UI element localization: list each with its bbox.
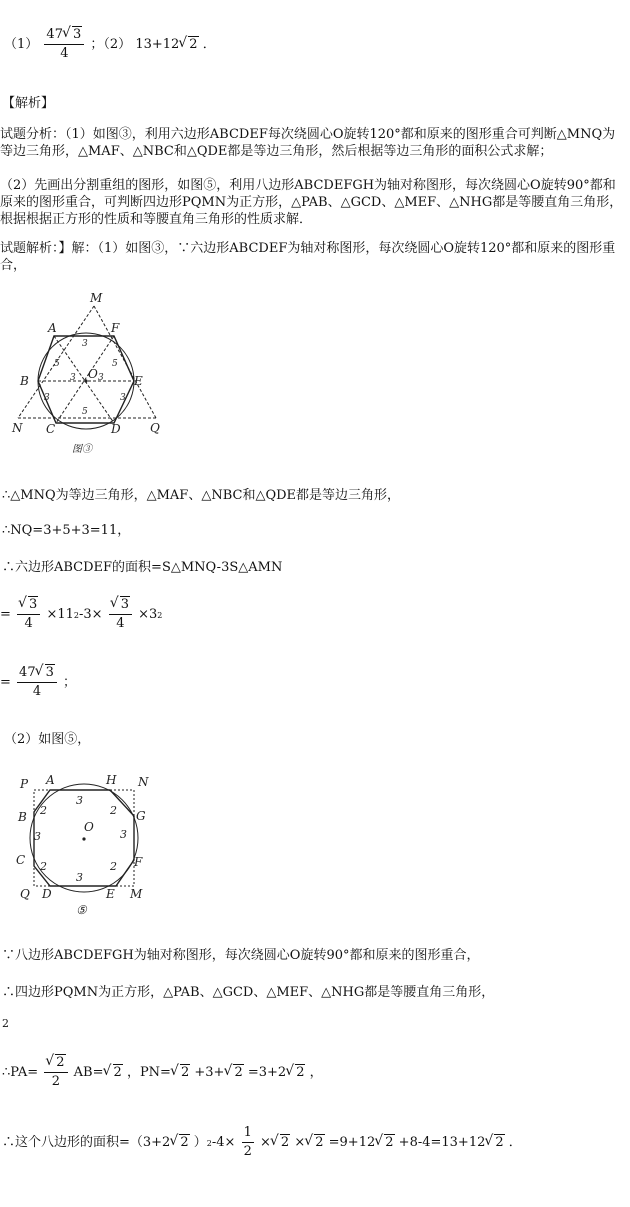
label-A: A — [48, 321, 57, 335]
eq-text: +8-4=13+12 — [398, 1135, 486, 1150]
eq-text: ×11 — [46, 607, 74, 622]
seg-len: 5 — [112, 359, 118, 369]
eq-sign: = — [0, 607, 11, 622]
eq-text: +3+ — [194, 1065, 225, 1080]
eq-text: -4× — [211, 1135, 236, 1150]
answer-part2-value: 13+12 — [135, 37, 180, 52]
label-D: D — [111, 422, 121, 436]
fraction-sqrt2-over-2: √ $\frac{2}{2}$ — [44, 1054, 67, 1091]
label-Q: Q — [150, 421, 160, 435]
seg-len: 2 — [110, 804, 117, 817]
eq-text: ∴PA= — [2, 1065, 39, 1080]
sqrt-symbol: √ 2 — [224, 1065, 243, 1080]
sqrt-symbol: √ 2 — [170, 1135, 189, 1150]
jiexi-heading: 【解析】 — [2, 96, 55, 111]
step-3: ∴六边形ABCDEF的面积=S△MNQ-3S△AMN — [2, 560, 283, 575]
solution-intro: 试题解析：】解：（1）如图③，∵六边形ABCDEF为轴对称图形，每次绕圆心O旋转120°都和原来的图形重合， — [0, 241, 616, 273]
label-C: C — [16, 853, 26, 867]
step-5: ∴四边形PQMN为正方形，△PAB、△GCD、△MEF、△NHG都是等腰直角三角形， — [2, 985, 495, 1000]
step-4: ∵八边形ABCDEFGH为轴对称图形，每次绕圆心O旋转90°都和原来的图形重合， — [2, 948, 480, 963]
sqrt-symbol: √ 2 — [171, 1065, 190, 1080]
label-F: F — [134, 855, 143, 869]
step-2: ∴NQ=3+5+3=11， — [2, 523, 131, 538]
equation-3 — [2, 1054, 323, 1091]
eq-sign: = — [0, 675, 11, 690]
seg-len: 5 — [82, 407, 88, 417]
equation-1 — [0, 596, 162, 633]
answer-separator: ；（2） — [90, 37, 132, 52]
sqrt-symbol: √ 2 — [46, 1054, 65, 1072]
sqrt-symbol: √ 2 — [305, 1135, 324, 1150]
eq-text: ， — [309, 1065, 323, 1080]
seg-len: 5 — [54, 359, 60, 369]
sqrt-symbol: √ 3 — [19, 596, 38, 614]
eq-text: AB= — [73, 1065, 104, 1080]
label-M: M — [130, 887, 143, 901]
label-M: M — [90, 291, 103, 305]
seg-len: 2 — [40, 804, 47, 817]
sqrt-symbol: √ 2 — [375, 1135, 394, 1150]
equation-2 — [0, 664, 76, 701]
fraction-one-half: $\frac{1}{2}$ — [243, 1125, 252, 1159]
sqrt-symbol: √ 2 — [286, 1065, 305, 1080]
seg-len: 3 — [70, 373, 76, 383]
label-H: H — [106, 773, 117, 787]
analysis-2: （2）先画出分割重组的图形，如图⑤，利用八边形ABCDEFGH为轴对称图形，每次绕圆心O旋转90°都和原来的图形重合，可判断四边形PQMN为正方形，△PAB、△GCD、△MEF、△NHG都是等腰直角三角形，根据根据正方形的性质和等腰直角三角形的性质求解． — [0, 178, 623, 227]
sqrt-symbol: √ 2 — [485, 1135, 504, 1150]
analysis-1: 试题分析：（1）如图③，利用六边形ABCDEF每次绕圆心O旋转120°都和原来的图形重合可判断△MNQ为等边三角形，△MAF、△NBC和△QDE都是等边三角形，然后根据等边三角形的面积公式求解； — [0, 127, 616, 159]
eq-text: =3+2 — [247, 1065, 287, 1080]
eq-text: ∴这个八边形的面积=（3+2 — [2, 1135, 171, 1150]
step-1: ∴△MNQ为等边三角形，△MAF、△NBC和△QDE都是等边三角形， — [2, 488, 401, 503]
exponent: 2 — [73, 611, 79, 620]
seg-len: 3 — [44, 393, 50, 403]
seg-len: 3 — [120, 393, 126, 403]
sqrt-symbol: √ 2 — [104, 1065, 123, 1080]
sqrt-symbol: √ 2 — [271, 1135, 290, 1150]
label-F: F — [111, 321, 120, 335]
label-B: B — [18, 810, 27, 824]
eq-text: ×3 — [138, 607, 158, 622]
sqrt-symbol: √ 3 — [111, 596, 130, 614]
label-Q: Q — [20, 887, 30, 901]
answer-line — [4, 26, 216, 63]
label-O: O — [88, 367, 98, 381]
seg-len: 3 — [120, 828, 127, 841]
part2-intro: （2）如图⑤， — [4, 732, 91, 747]
label-P: P — [20, 777, 29, 791]
eq-text: -3× — [79, 607, 103, 622]
sqrt-symbol: √ 3 — [36, 664, 55, 682]
seg-len: 3 — [82, 339, 88, 349]
sqrt-symbol: √ 2 — [179, 37, 198, 52]
label-B: B — [20, 374, 29, 388]
seg-len: 3 — [98, 373, 104, 383]
label-O: O — [84, 820, 94, 834]
label-N: N — [12, 421, 23, 435]
label-C: C — [46, 422, 56, 436]
figure-3-hexagon-diagram — [10, 288, 170, 458]
label-A: A — [46, 773, 55, 787]
answer-period: ． — [202, 37, 216, 52]
label-N: N — [138, 775, 149, 789]
answer-fraction-1: $\frac{47√ 3}{4}$ — [44, 26, 84, 63]
sqrt-symbol: √ 3 — [63, 26, 82, 44]
fraction-47sqrt3-over-4: $\frac{47√ 3}{4}$ — [17, 664, 57, 701]
seg-len: 3 — [76, 794, 83, 807]
label-E: E — [106, 887, 115, 901]
eq-text: =9+12 — [328, 1135, 376, 1150]
exponent: 2 — [157, 611, 163, 620]
label-D: D — [42, 887, 52, 901]
seg-len: 3 — [76, 871, 83, 884]
fraction-sqrt3-over-4: √ $\frac{3}{4}$ — [109, 596, 132, 633]
seg-len: 2 — [40, 860, 47, 873]
exponent: 2 — [206, 1139, 212, 1148]
eq-text: ； — [63, 675, 77, 690]
eq-text: × — [259, 1135, 271, 1150]
stray-number: 2 — [2, 1017, 9, 1030]
label-E: E — [134, 374, 143, 388]
seg-len: 2 — [110, 860, 117, 873]
label-G: G — [136, 809, 146, 823]
seg-len: 3 — [34, 830, 41, 843]
fraction-sqrt3-over-4: √ $\frac{3}{4}$ — [17, 596, 40, 633]
figure-3-caption: 图③ — [72, 444, 92, 455]
equation-4 — [2, 1124, 522, 1161]
figure-5-octagon-diagram — [14, 772, 164, 918]
eq-text: × — [294, 1135, 306, 1150]
figure-5-caption: ⑤ — [76, 903, 87, 917]
answer-part1-label: （1） — [4, 37, 39, 52]
eq-text: ，PN= — [126, 1065, 171, 1080]
eq-text: ． — [508, 1135, 522, 1150]
eq-text: ） — [193, 1135, 207, 1150]
